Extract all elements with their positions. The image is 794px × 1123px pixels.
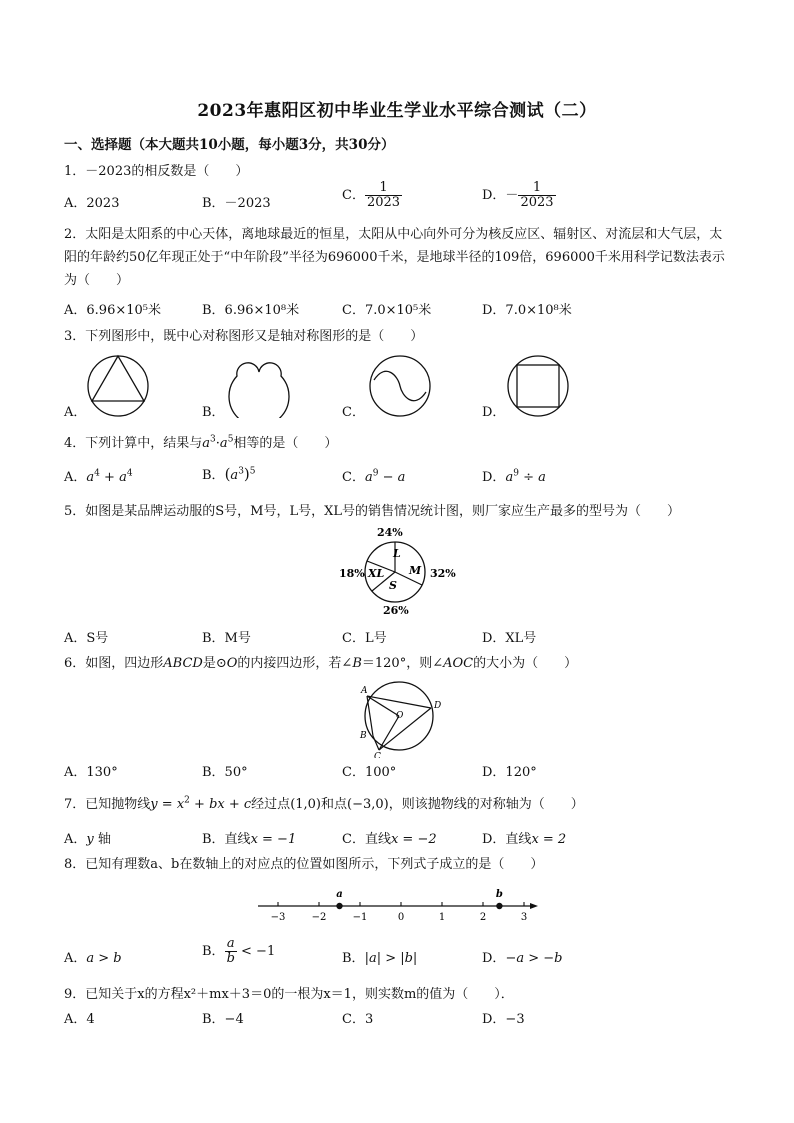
- number-line-point-b: [496, 903, 502, 909]
- pie-slice-xl-name: XL: [368, 567, 385, 580]
- q7-option-d: [482, 828, 566, 847]
- q8-option-b: [202, 937, 275, 966]
- q1-option-d-fraction: [518, 181, 555, 210]
- q7-option-a: [64, 828, 111, 847]
- number-line-arrow: [530, 903, 538, 909]
- q6-option-d: D．120°: [482, 765, 537, 780]
- q7-equation: $y = x^2$ + bx + c: [150, 795, 252, 812]
- q3-figure-d-circle-square: [506, 354, 570, 418]
- q7-point-1: (1,0): [290, 797, 322, 812]
- q4-option-d-label: D．: [482, 470, 506, 485]
- q4-expr: $a^3\cdot a^5$: [202, 434, 234, 451]
- q2-option-a: A．6.96×10⁵米: [64, 303, 161, 318]
- q8-option-c-expr: |a| > |b|: [364, 951, 418, 966]
- q4-option-a: A．$a^4 + a^4$: [64, 468, 133, 485]
- q4-option-b: B．$(a^3)^5$: [202, 465, 256, 483]
- fig-label-b: B: [360, 731, 367, 741]
- q6-stem-mid3: ＝120°，则∠: [361, 656, 444, 671]
- q5-pie-chart: [330, 522, 460, 620]
- q1-option-c-den: 2023: [366, 195, 401, 210]
- number-line-tick-label: 1: [438, 912, 446, 923]
- q5-option-a: A．S号: [64, 631, 109, 646]
- q8-option-b-fraction: [225, 937, 237, 966]
- q1-option-c: [342, 181, 402, 210]
- page-title: 2023年惠阳区初中毕业生学业水平综合测试（二）: [197, 101, 597, 121]
- q4-stem-pre: 4．下列计算中，结果与: [64, 436, 203, 451]
- q3-figure-b-heart-circle: [226, 354, 292, 418]
- q4-stem: [64, 432, 337, 451]
- section-heading: 一、选择题（本大题共10小题，每小题3分，共30分）: [64, 137, 395, 153]
- q1-option-d-label: D．－: [482, 188, 519, 203]
- number-line-tick-label: 0: [397, 912, 405, 923]
- pie-slice-m-percent: 32%: [430, 567, 456, 580]
- number-line-tick-label: −1: [352, 912, 368, 923]
- q8-option-b-num: a: [226, 936, 235, 951]
- pie-slice-s-name: S: [389, 579, 397, 592]
- q1-option-d: [482, 181, 556, 210]
- q6-stem-mid1: 是⊙: [202, 656, 227, 671]
- q9-option-d: D．−3: [482, 1012, 525, 1027]
- fig-label-o: O: [396, 711, 404, 721]
- q7-option-d-label: D．直线: [482, 832, 532, 847]
- q1-option-c-label: C．: [342, 188, 365, 203]
- q4-option-c-label: C．: [342, 470, 365, 485]
- q5-option-b: B．M号: [202, 631, 251, 646]
- q3-figure-a-circle-triangle: [86, 354, 150, 418]
- q7-stem: [64, 793, 584, 812]
- q7-stem-post: ，则该抛物线的对称轴为（ ）: [388, 797, 584, 812]
- number-line-point-a: [336, 903, 342, 909]
- q1-option-b: B．－2023: [202, 196, 271, 211]
- q6-aoc: AOC: [443, 656, 474, 671]
- q1-option-a: A．2023: [64, 196, 120, 211]
- q6-abcd: ABCD: [163, 656, 203, 671]
- q7-point-2: (−3,0): [347, 797, 389, 812]
- q6-o: O: [226, 656, 238, 671]
- q3-option-d: D．: [482, 405, 506, 420]
- q6-stem-post: 的大小为（ ）: [473, 656, 578, 671]
- q6-stem: [64, 652, 577, 671]
- q4-option-d: D．$a^9 \div a$: [482, 468, 546, 485]
- number-line-tick-label: −2: [311, 912, 327, 923]
- fig-label-a: A: [361, 686, 368, 696]
- q3-stem: 3．下列图形中，既中心对称图形又是轴对称图形的是（ ）: [64, 329, 424, 344]
- q8-option-a: [64, 947, 122, 966]
- q7-option-c-eq: x = −2: [390, 832, 437, 847]
- fig-label-d: D: [434, 701, 442, 711]
- q1-option-c-num: 1: [379, 180, 388, 195]
- q3-option-b: B．: [202, 405, 225, 420]
- q1-option-c-fraction: [365, 181, 402, 210]
- q6-option-a: A．130°: [64, 765, 118, 780]
- q9-stem: 9．已知关于x的方程x²＋mx＋3＝0的一根为x＝1，则实数m的值为（ ）．: [64, 987, 514, 1002]
- q7-stem-pre: 7．已知抛物线: [64, 797, 151, 812]
- q8-stem: 8．已知有理数a、b在数轴上的对应点的位置如图所示，下列式子成立的是（ ）: [64, 857, 544, 872]
- number-line-tick-label: 2: [479, 912, 487, 923]
- q4-stem-post: 相等的是（ ）: [233, 436, 338, 451]
- q9-option-a: A．4: [64, 1012, 95, 1027]
- q7-option-c-label: C．直线: [342, 832, 391, 847]
- q2-option-d: D．7.0×10⁸米: [482, 303, 572, 318]
- q6-inscribed-quadrilateral-figure: [352, 678, 448, 758]
- q1-stem: 1．－2023的相反数是（ ）: [64, 164, 249, 179]
- number-line-point-b-label: b: [495, 889, 503, 900]
- q8-option-c: [342, 947, 417, 966]
- q5-option-d: D．XL号: [482, 631, 537, 646]
- fig-label-c: C: [374, 752, 381, 758]
- q9-option-c: C．3: [342, 1012, 374, 1027]
- number-line-tick-label: −3: [270, 912, 286, 923]
- q2-stem: 2．太阳是太阳系的中心天体，离地球最近的恒星，太阳从中心向外可分为核反应区、辐射区、对流层和大气层，太阳的年龄约50亿年现正处于“中年阶段”半径为696000千米，是地球半径的109倍，696000千米用科学记数法表示为（ ）: [64, 227, 725, 288]
- q8-option-a-expr: a > b: [86, 951, 122, 966]
- pie-slice-m-name: M: [409, 564, 422, 577]
- q8-option-a-label: A．: [64, 951, 87, 966]
- q2-option-c: C．7.0×10⁵米: [342, 303, 432, 318]
- q7-option-a-pre: A．: [64, 832, 87, 847]
- q4-option-b-label: B．: [202, 468, 225, 483]
- q6-option-c: C．100°: [342, 765, 397, 780]
- q7-option-b-eq: x = −1: [250, 832, 297, 847]
- q7-option-a-var: y: [86, 832, 94, 847]
- pie-slice-s-percent: 26%: [383, 604, 409, 617]
- q7-option-b-label: B．直线: [202, 832, 251, 847]
- number-line-tick-label: 3: [520, 912, 528, 923]
- q3-option-c: C．: [342, 405, 365, 420]
- q4-option-a-label: A．: [64, 470, 87, 485]
- q1-option-d-num: 1: [532, 180, 542, 195]
- q8-option-b-den: b: [226, 951, 235, 966]
- q3-option-a: A．: [64, 405, 87, 420]
- q2-option-b: B．6.96×10⁸米: [202, 303, 300, 318]
- q8-option-b-label: B．: [202, 944, 225, 959]
- q1-option-d-den: 2023: [520, 195, 554, 210]
- pie-slice-l-percent: 24%: [377, 526, 403, 539]
- pie-slice-xl-percent: 18%: [339, 567, 365, 580]
- q8-option-d: [482, 947, 562, 966]
- q4-option-c: C．$a^9 - a$: [342, 468, 406, 485]
- number-line-point-a-label: a: [336, 889, 343, 900]
- q8-option-d-expr: −a > −b: [505, 951, 563, 966]
- q7-stem-mid2: 和点: [321, 797, 348, 812]
- q8-option-c-label: B．: [342, 951, 365, 966]
- q8-option-b-post: < −1: [241, 944, 276, 959]
- pie-slice-l-name: L: [393, 547, 401, 560]
- q5-stem: 5．如图是某品牌运动服的S号，M号，L号，XL号的销售情况统计图，则厂家应生产最多的型号为（ ）: [64, 504, 681, 519]
- q7-option-c: [342, 828, 437, 847]
- q6-option-b: B．50°: [202, 765, 248, 780]
- q8-number-line: [254, 880, 544, 924]
- q6-b: B: [352, 656, 362, 671]
- q7-option-b: [202, 828, 296, 847]
- q6-stem-mid2: 的内接四边形，若∠: [237, 656, 353, 671]
- q8-option-d-label: D．: [482, 951, 506, 966]
- q7-stem-mid: 经过点: [251, 797, 291, 812]
- q6-stem-pre: 6．如图，四边形: [64, 656, 164, 671]
- q5-option-c: C．L号: [342, 631, 387, 646]
- q3-figure-c-yin-yang: [368, 354, 432, 418]
- q7-option-a-post: 轴: [97, 832, 111, 847]
- q7-option-d-eq: x = 2: [531, 832, 567, 847]
- q9-option-b: B．−4: [202, 1012, 244, 1027]
